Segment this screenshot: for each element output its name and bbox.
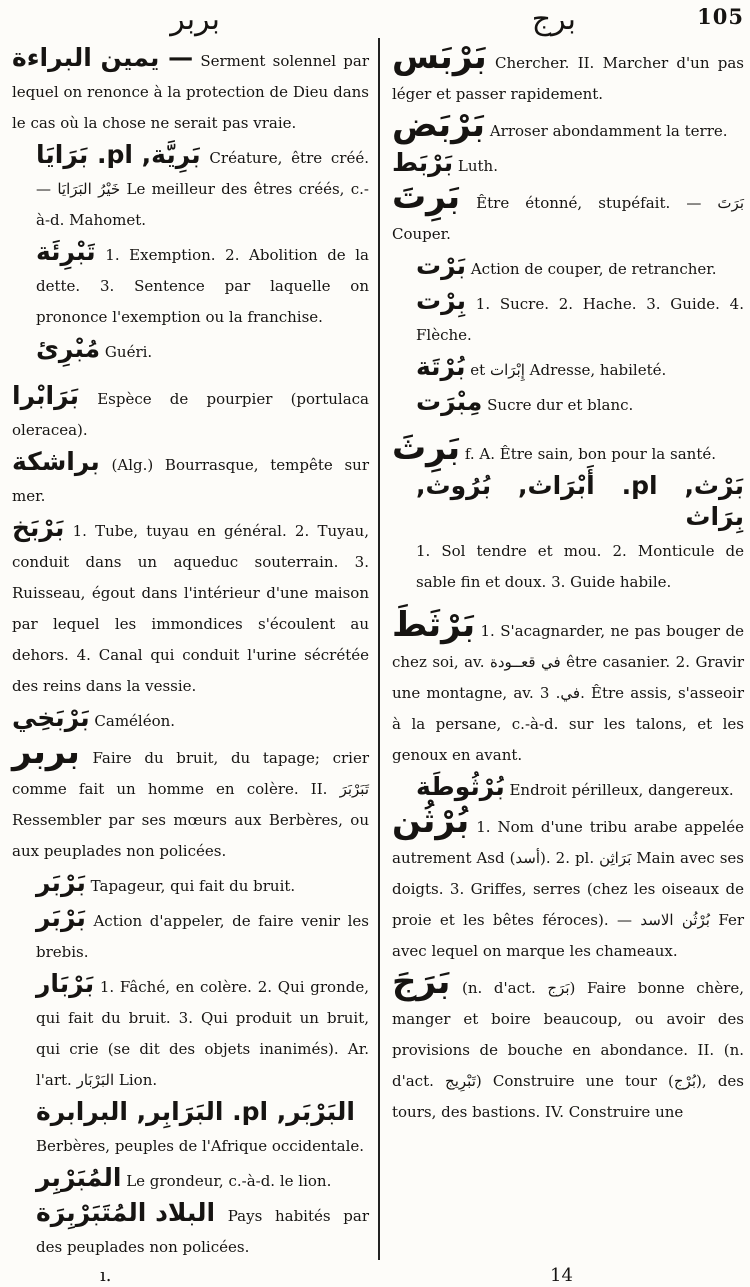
- definition: Luth.: [453, 157, 498, 175]
- right-running-head: برج: [531, 2, 576, 37]
- headword: بُرْتَة: [416, 352, 466, 381]
- definition: et إِبْرَات Adresse, habileté.: [465, 361, 667, 379]
- headword: — يمين البراءة: [12, 43, 194, 72]
- headword: بَرَابْرا: [12, 381, 80, 410]
- entry: [392, 801, 744, 967]
- definition: Faire du bruit, du tapage; crier comme fait un homme en colère. II. تَبَرْبَرَ Ressembler par ses mœurs aux Berbères, ou aux peuplades non policées.: [12, 749, 369, 860]
- headword: بَرِثَ: [392, 428, 461, 468]
- headword: بَرْبَار: [36, 969, 95, 998]
- entry: [392, 428, 744, 470]
- definition: 1. Sol tendre et mou. 2. Monticule de sable fin et doux. 3. Guide habile.: [416, 542, 744, 591]
- entry: [12, 333, 369, 368]
- entry: [12, 968, 369, 1096]
- headword: بَرْثَطَ: [392, 605, 476, 645]
- headword: المُبَرْبِر: [36, 1163, 122, 1192]
- headword: بُرْثُوطَة: [416, 772, 505, 801]
- signature-mark-left: ı.: [100, 1265, 112, 1286]
- entry: [392, 105, 744, 147]
- headword: بربر: [12, 732, 80, 772]
- entry: [392, 250, 744, 285]
- definition: Caméléon.: [89, 712, 176, 730]
- definition: Sucre dur et blanc.: [482, 396, 634, 414]
- headword: بَرْبَط: [392, 148, 454, 177]
- headword: براشكة: [12, 447, 100, 476]
- headword: بَرْبَر: [36, 868, 86, 897]
- entry: [12, 1096, 369, 1162]
- left-running-head: بربر: [170, 2, 220, 37]
- definition: Pays habités par des peuplades non policées.: [36, 1207, 369, 1256]
- headword: بَرْت: [416, 251, 467, 280]
- entry: [392, 285, 744, 351]
- entry: [12, 1197, 369, 1263]
- headword: مِبْرَت: [416, 387, 483, 416]
- entry: [392, 470, 744, 598]
- definition: Arroser abondamment la terre.: [485, 122, 728, 140]
- definition: Créature, être créé. — خَيْرُ البَرَايَا Le meilleur des êtres créés, c.-à-d. Mahomet.: [36, 149, 369, 229]
- definition: 1. Fâché, en colère. 2. Qui gronde, qui fait du bruit. 3. Qui produit un bruit, qui crie (se dit des objets inanimés). Ar. l'art. البَرْبَار Lion.: [36, 978, 369, 1089]
- page-number: 105: [697, 4, 744, 29]
- definition: Guéri.: [100, 343, 153, 361]
- definition: Le grondeur, c.-à-d. le lion.: [121, 1172, 332, 1190]
- entry: [12, 1162, 369, 1197]
- definition: (n. d'act. بَرَج) Faire bonne chère, manger et boire beaucoup, ou avoir des provisions de bouche en abondance. II. (n. d'act. تَبْرِيج) Construire une tour (بُرْج), des tours, des bastions. IV. Construire une: [392, 979, 744, 1121]
- right-column: [392, 37, 744, 1128]
- definition: 1. Sucre. 2. Hache. 3. Guide. 4. Flèche.: [416, 295, 744, 344]
- definition: (Alg.) Bourrasque, tempête sur mer.: [12, 456, 369, 505]
- definition: Endroit périlleux, dangereux.: [504, 781, 734, 799]
- entry: [12, 512, 369, 702]
- headword: بَرْبَر: [36, 903, 86, 932]
- headword: بُرْثُن: [392, 801, 470, 841]
- definition: 1. S'acagnarder, ne pas bouger de chez soi, av. في قعــودة être casanier. 2. Gravir une montagne, av. في. 3. Être assis, s'asseoir à la persane, c.-à-d. sur les talons, et les genoux en avant.: [392, 622, 744, 764]
- headword: بَرْبَس: [392, 37, 487, 77]
- definition: 1. Nom d'une tribu arabe appelée autrement Asd (أسد). 2. pl. بَرَاثِن Main avec ses doigts. 3. Griffes, serres (chez les oiseaux de proie et les bêtes féroces). — بُرْثُن الاسد Fer avec lequel on marque les chameaux.: [392, 818, 744, 960]
- headword: البَرْبَر, pl. البَرَابِر, البرابرة: [36, 1097, 355, 1126]
- headword: بِرْت: [416, 286, 467, 315]
- definition: Action d'appeler, de faire venir les brebis.: [36, 912, 369, 961]
- column-divider: [378, 38, 380, 1260]
- entry: [12, 139, 369, 236]
- entry: [392, 177, 744, 250]
- entry: [12, 446, 369, 512]
- entry: [12, 732, 369, 867]
- entry: [392, 605, 744, 771]
- entry: [12, 380, 369, 446]
- entry: [12, 902, 369, 968]
- definition: 1. Tube, tuyau en général. 2. Tuyau, conduit dans un aqueduc souterrain. 3. Ruisseau, égout dans l'intérieur d'une maison par lequel les immondices s'écoulent au dehors. 4. Canal qui conduit l'urine sécrétée des reins dans la vessie.: [12, 522, 369, 695]
- entry: [392, 962, 744, 1128]
- definition: Tapageur, qui fait du bruit.: [85, 877, 296, 895]
- definition: Berbères, peuples de l'Afrique occidentale.: [36, 1137, 365, 1155]
- definition: Serment solennel par lequel on renonce à la protection de Dieu dans le cas où la chose ne serait pas vraie.: [12, 52, 369, 132]
- headword: بَرِيَّة, pl. بَرَايَا: [36, 140, 201, 169]
- headword: بَرَجَ: [392, 962, 451, 1002]
- headword: البلاد المُتَبَرْبِرَة: [36, 1198, 216, 1227]
- entry: [12, 236, 369, 333]
- entry: [392, 386, 744, 421]
- headword: بَرْبَخ: [12, 513, 65, 542]
- headword: بَرِتَ: [392, 177, 461, 217]
- entry: [12, 867, 369, 902]
- left-column: [12, 42, 369, 1263]
- definition: 1. Exemption. 2. Abolition de la dette. 3. Sentence par laquelle on prononce l'exemption ou la franchise.: [36, 246, 369, 326]
- definition: Chercher. II. Marcher d'un pas léger et passer rapidement.: [392, 54, 744, 103]
- headword: بَرْث, pl. أَبْرَاث, بُرُوث, بِرَاث: [416, 471, 744, 531]
- definition: Être étonné, stupéfait. — بَرَتَ Couper.: [392, 194, 744, 243]
- headword: بَرْبَخِي: [12, 703, 90, 732]
- entry: [12, 42, 369, 139]
- entry: [392, 351, 744, 386]
- definition: Action de couper, de retrancher.: [466, 260, 717, 278]
- headword: مُبْرِئ: [36, 334, 101, 363]
- entry: [392, 37, 744, 110]
- headword: تَبْرِئَة: [36, 237, 96, 266]
- definition: Espèce de pourpier (portulaca oleracea).: [12, 390, 369, 439]
- headword: بَرْبَض: [392, 105, 486, 145]
- signature-mark-right: 14: [550, 1265, 573, 1286]
- definition: f. A. Être sain, bon pour la santé.: [460, 445, 716, 463]
